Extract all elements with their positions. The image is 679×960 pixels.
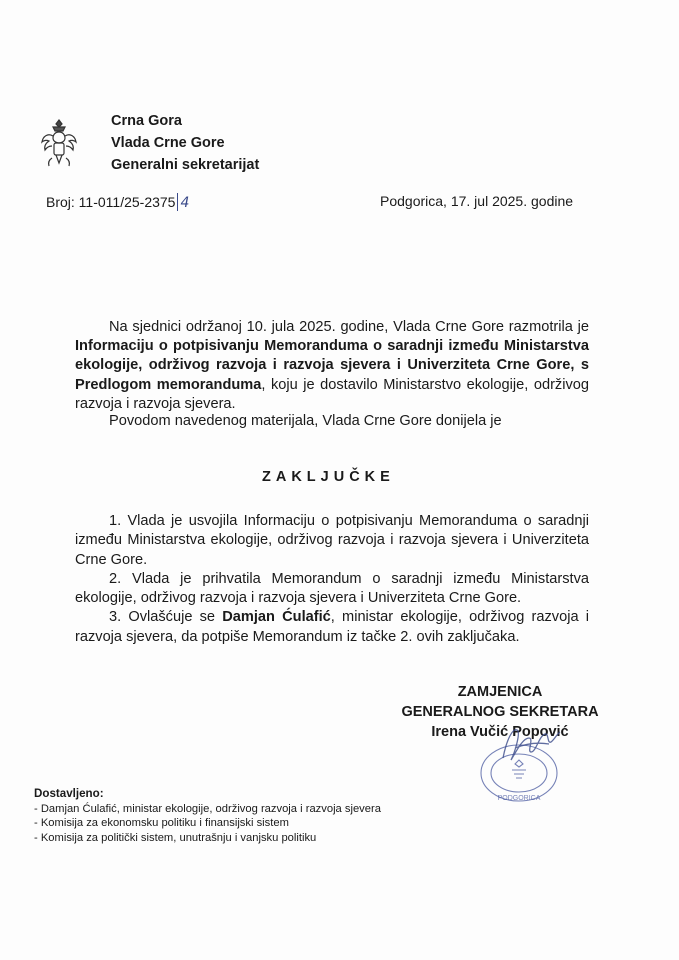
intro-bold-title: Informaciju o potpisivanju Memoranduma o saradnji između Ministarstva ekologije, održivog razvoja i razvoja sjevera i Univerziteta Crne Gore, s Predlogom memoranduma (75, 338, 589, 393)
svg-text:PODGORICA: PODGORICA (497, 795, 541, 802)
signature-role-line1: ZAMJENICA (457, 684, 543, 700)
coat-of-arms-icon (40, 118, 78, 170)
intro-text: Na sjednici održanoj 10. jula 2025. godine, Vlada Crne Gore razmotrila je (109, 319, 589, 335)
reference-number (46, 193, 189, 211)
conclusion-item-3-pre: 3. Ovlašćuje se (109, 609, 223, 626)
institution-header (111, 110, 259, 176)
conclusion-item-3-name: Damjan Ćulafić (222, 609, 331, 626)
conclusion-item-1: 1. Vlada je usvojila Informaciju o potpisivanju Memoranduma o saradnji između Ministarstva ekologije, održivog razvoja i razvoja sjevera i Univerziteta Crne Gore. (75, 513, 589, 568)
conclusion-item-3-post: , ministar ekologije, održivog razvoja i razvoja sjevera, da potpiše Memorandum iz tačke 2. ovih zaključaka. (75, 609, 589, 645)
header-country: Crna Gora (111, 113, 182, 129)
distribution-item: - Komisija za ekonomsku politiku i finansijski sistem (34, 817, 289, 830)
intro-paragraph (75, 318, 589, 414)
handwritten-stroke (177, 193, 178, 211)
distribution-item: - Komisija za politički sistem, unutrašnju i vanjsku politiku (34, 831, 317, 844)
intro-paragraph-text (75, 318, 589, 414)
conclusion-item-2: 2. Vlada je prihvatila Memorandum o saradnji između Ministarstva ekologije, održivog razvoja i razvoja sjevera i Univerziteta Crne Gore. (75, 570, 589, 607)
conclusions-list (75, 512, 589, 647)
header-government: Vlada Crne Gore (111, 135, 225, 151)
distribution-title: Dostavljeno: (34, 787, 104, 800)
conclusion-item-3 (75, 608, 589, 647)
intro-tail: , koju je dostavilo Ministarstvo ekologije, održivog razvoja i razvoja sjevera. (75, 376, 589, 412)
signature-role-line2: GENERALNOG SEKRETARA (401, 703, 599, 720)
document-date: Podgorica, 17. jul 2025. godine (380, 193, 574, 209)
handwritten-signature (495, 718, 565, 773)
distribution-item: - Damjan Ćulafić, ministar ekologije, održivog razvoja i razvoja sjevera (34, 802, 381, 815)
reference-handwritten-suffix: 4 (180, 195, 190, 211)
intro-second-line: Povodom navedenog materijala, Vlada Crne Gore donijela je (109, 413, 502, 429)
reference-number-text: Broj: 11-011/25-2375 (46, 194, 176, 210)
signature-name: Irena Vučić Popović (431, 723, 569, 740)
distribution-list (34, 787, 381, 845)
header-secretariat: Generalni sekretarijat (111, 157, 260, 173)
conclusions-heading: ZAKLJUČKE (262, 469, 395, 485)
